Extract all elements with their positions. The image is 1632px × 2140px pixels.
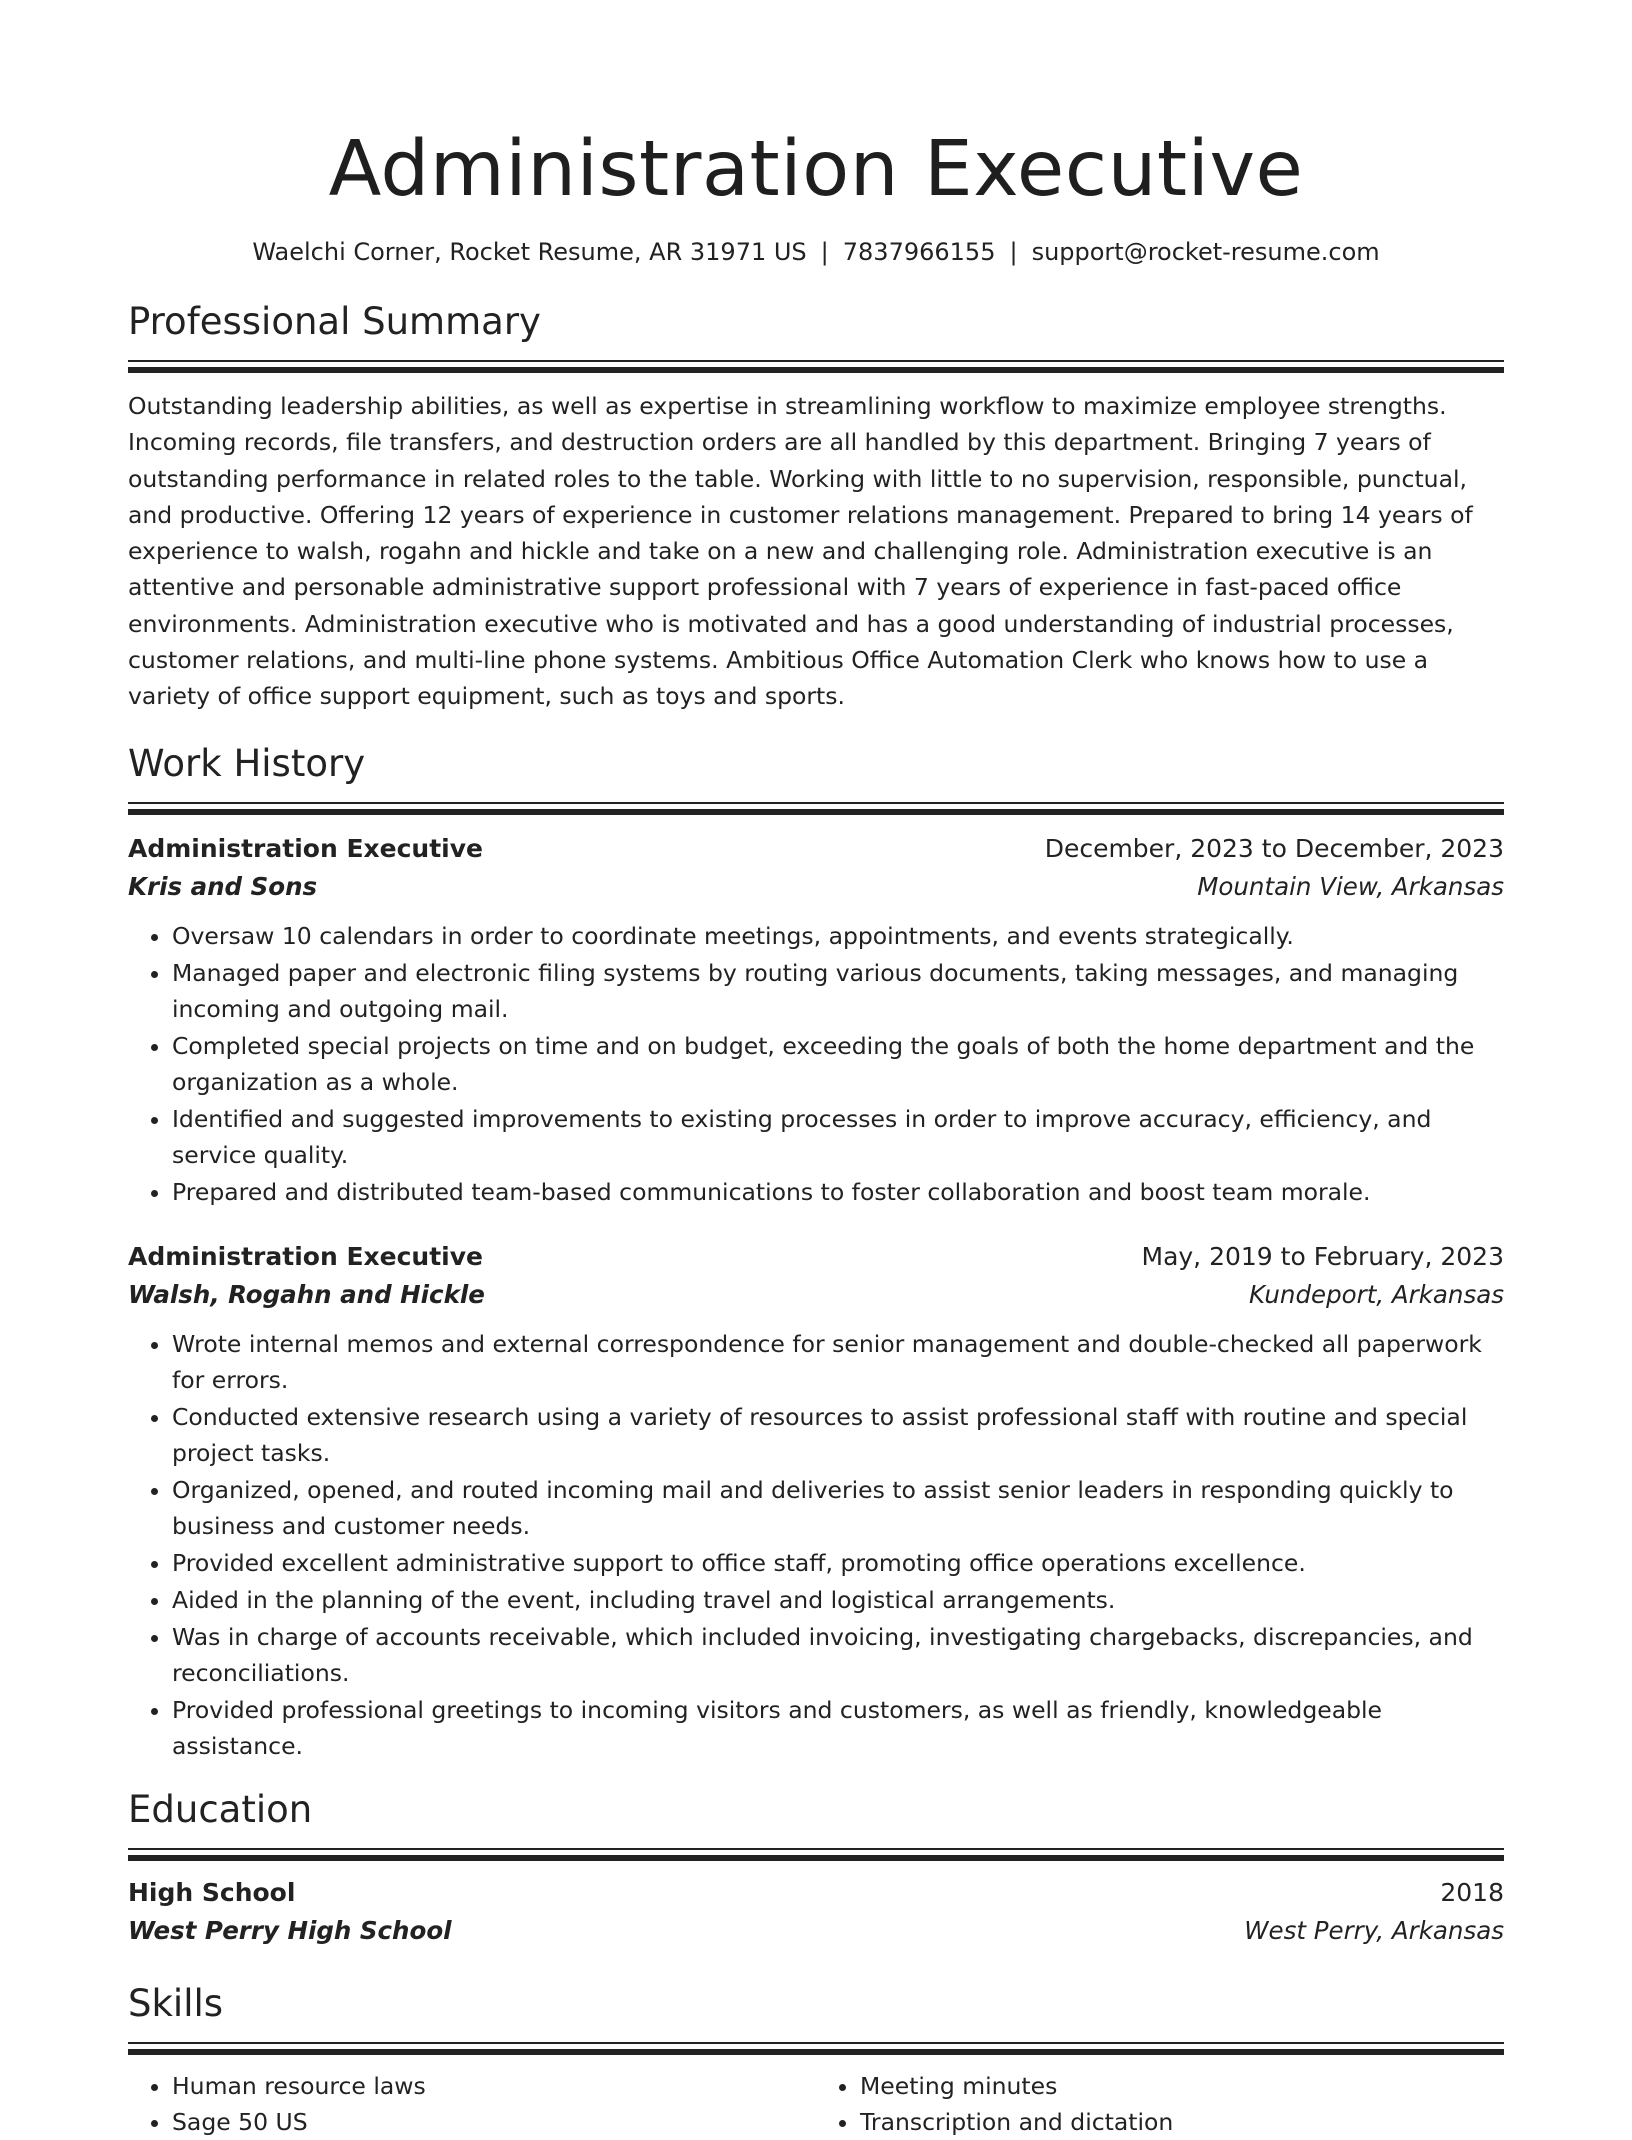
contact-phone: 7837966155 [842, 238, 996, 266]
job-dates: December, 2023 to December, 2023 [1044, 833, 1504, 863]
job-bullet: • Provided excellent administrative support to office staff, promoting office operations excellence. [172, 1545, 1504, 1581]
job-bullet: • Conducted extensive research using a variety of resources to assist professional staff with routine and special project tasks. [172, 1399, 1504, 1471]
resume-name: Administration Executive [328, 125, 1304, 214]
education-year: 2018 [1440, 1877, 1504, 1907]
skills-list [128, 2068, 1504, 2140]
job-bullet: • Wrote internal memos and external correspondence for senior management and double-checked all paperwork for errors. [172, 1326, 1504, 1398]
job-location: Mountain View, Arkansas [1197, 871, 1504, 901]
job-bullet: • Managed paper and electronic filing systems by routing various documents, taking messages, and managing incoming and outgoing mail. [172, 955, 1504, 1027]
job-bullet: • Provided professional greetings to incoming visitors and customers, as well as friendly, knowledgeable assistance. [172, 1692, 1504, 1764]
section-divider [128, 1848, 1504, 1860]
job-bullet: • Oversaw 10 calendars in order to coordinate meetings, appointments, and events strategically. [172, 918, 1504, 954]
education-section [128, 1786, 1504, 1950]
job-title: Administration Executive [128, 833, 484, 863]
summary-section [128, 298, 1504, 715]
contact-separator: | [1009, 238, 1018, 266]
skill-item: • Sage 50 US [172, 2104, 816, 2140]
job-entry [128, 830, 1504, 1210]
job-entry [128, 1238, 1504, 1764]
contact-line [128, 236, 1504, 268]
job-title: Administration Executive [128, 1241, 484, 1271]
skills-section [128, 1980, 1504, 2140]
job-dates: May, 2019 to February, 2023 [1141, 1241, 1504, 1271]
education-subheader [128, 1912, 1504, 1950]
resume-page [128, 0, 1504, 2140]
section-title-education: Education [128, 1787, 313, 1831]
job-location: Kundeport, Arkansas [1249, 1279, 1504, 1309]
skill-item: • Transcription and dictation [860, 2104, 1504, 2140]
skill-item: • Meeting minutes [860, 2068, 1504, 2104]
skill-item: • Human resource laws [172, 2068, 816, 2104]
section-title-skills: Skills [128, 1981, 224, 2025]
summary-text: Outstanding leadership abilities, as well as expertise in streamlining workflow to maximize employee strengths. Incoming records, file transfers, and destruction orders are all handled by this department. Bringing 7 years of outstanding performance in related roles to the table. Working with little to no supervision, responsible, punctual, and productive. Offering 12 years of experience in customer relations management. Prepared to bring 14 years of experience to walsh, rogahn and hickle and take on a new and challenging role. Administration executive is an attentive and personable administrative support professional with 7 years of experience in fast-paced office environments. Administration executive who is motivated and has a good understanding of industrial processes, customer relations, and multi-line phone systems. Ambitious Office Automation Clerk who knows how to use a variety of office support equipment, such as toys and sports. [128, 392, 1473, 711]
job-header [128, 830, 1504, 868]
contact-separator: | [820, 238, 829, 266]
education-entry [128, 1874, 1504, 1950]
job-bullet: • Completed special projects on time and on budget, exceeding the goals of both the home department and the organization as a whole. [172, 1028, 1504, 1100]
job-bullets [128, 1326, 1504, 1764]
section-divider [128, 360, 1504, 372]
job-subheader [128, 868, 1504, 906]
skills-column-left [128, 2068, 816, 2140]
job-bullets [128, 918, 1504, 1210]
education-degree: High School [128, 1877, 296, 1907]
contact-address: Waelchi Corner, Rocket Resume, AR 31971 US [252, 238, 807, 266]
education-header [128, 1874, 1504, 1912]
job-bullet: • Was in charge of accounts receivable, which included invoicing, investigating chargebacks, discrepancies, and reconciliations. [172, 1619, 1504, 1691]
job-subheader [128, 1276, 1504, 1314]
job-bullet: • Organized, opened, and routed incoming mail and deliveries to assist senior leaders in responding quickly to business and customer needs. [172, 1472, 1504, 1544]
job-bullet: • Identified and suggested improvements to existing processes in order to improve accuracy, efficiency, and service quality. [172, 1101, 1504, 1173]
job-company: Kris and Sons [128, 871, 318, 901]
job-bullet: • Aided in the planning of the event, including travel and logistical arrangements. [172, 1582, 1504, 1618]
work-history-section [128, 740, 1504, 1764]
section-divider [128, 802, 1504, 814]
section-title-summary: Professional Summary [128, 300, 541, 343]
job-company: Walsh, Rogahn and Hickle [128, 1279, 485, 1309]
section-title-work-history: Work History [128, 741, 366, 785]
skills-column-right [816, 2068, 1504, 2140]
section-divider [128, 2042, 1504, 2054]
contact-email[interactable]: support@rocket-resume.com [1031, 238, 1380, 266]
job-bullet: • Prepared and distributed team-based communications to foster collaboration and boost team morale. [172, 1174, 1504, 1210]
job-header [128, 1238, 1504, 1276]
education-school: West Perry High School [128, 1915, 452, 1945]
education-location: West Perry, Arkansas [1244, 1915, 1504, 1945]
